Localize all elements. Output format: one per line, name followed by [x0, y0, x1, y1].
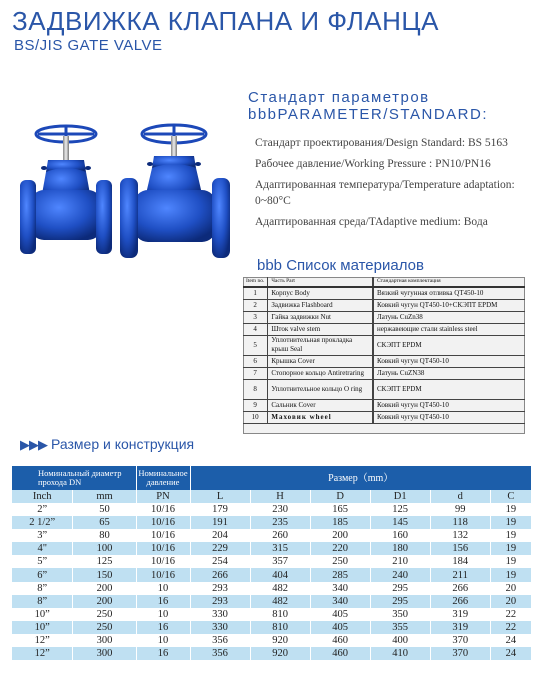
- dimensions-cell: 355: [370, 621, 430, 634]
- materials-heading: bbb Список материалов: [257, 257, 424, 274]
- materials-cell: 6: [243, 355, 268, 367]
- materials-cell: 4: [243, 323, 268, 335]
- dimensions-row: [12, 503, 532, 516]
- dimensions-heading: [20, 436, 194, 453]
- dimensions-col-h: H: [250, 490, 310, 503]
- dimensions-cell: 22: [490, 621, 531, 634]
- dimensions-cell: 20: [490, 595, 531, 608]
- parameters-heading-ru: Стандарт параметров: [248, 89, 430, 106]
- dimensions-cell: 204: [190, 529, 250, 542]
- dimensions-cell: 12”: [12, 634, 73, 647]
- materials-cell: Ковкий чугун QT450-10: [373, 355, 525, 367]
- dimensions-cell: 125: [73, 555, 136, 568]
- materials-row: [243, 355, 525, 367]
- dimensions-cell: 10/16: [136, 568, 190, 581]
- dimensions-cell: 250: [73, 608, 136, 621]
- dimensions-col-d1: D1: [370, 490, 430, 503]
- dimensions-cell: 10: [136, 634, 190, 647]
- dimensions-cell: 8”: [12, 595, 73, 608]
- dimensions-table: [12, 466, 532, 660]
- dimensions-cell: 19: [490, 529, 531, 542]
- dimensions-cell: 356: [190, 647, 250, 660]
- page-subtitle: BS/JIS GATE VALVE: [14, 37, 163, 54]
- dimensions-row: [12, 542, 532, 555]
- materials-header-item: Item no.: [243, 277, 268, 287]
- param-medium: Адаптированная среда/TAdaptive medium: Вода: [255, 216, 488, 228]
- materials-row: [243, 379, 525, 399]
- dimensions-cell: 185: [310, 516, 370, 529]
- materials-cell: Корпус Body: [268, 287, 373, 299]
- dimensions-cell: 10/16: [136, 542, 190, 555]
- materials-cell: Крышка Cover: [268, 355, 373, 367]
- dimensions-cell: 810: [250, 608, 310, 621]
- dimensions-col-d: D: [310, 490, 370, 503]
- materials-row: [243, 411, 525, 423]
- dimensions-row: [12, 568, 532, 581]
- dimensions-cell: 10: [136, 608, 190, 621]
- dimensions-cell: 3”: [12, 529, 73, 542]
- dimensions-cell: 8”: [12, 582, 73, 595]
- dimensions-cell: 2”: [12, 503, 73, 516]
- dimensions-cell: 65: [73, 516, 136, 529]
- dimensions-cell: 370: [430, 634, 490, 647]
- dimensions-cell: 180: [370, 542, 430, 555]
- gate-valve-left: [20, 126, 112, 254]
- page-title: ЗАДВИЖКА КЛАПАНА И ФЛАНЦА: [12, 6, 439, 36]
- dimensions-cell: 410: [370, 647, 430, 660]
- parameters-heading-en: bbbPARAMETER/STANDARD:: [248, 106, 488, 123]
- materials-table: [243, 277, 525, 424]
- materials-cell: Уплотнительная прокладка крыш Seal: [268, 335, 373, 355]
- dimensions-cell: 10/16: [136, 529, 190, 542]
- dimensions-cell: 405: [310, 608, 370, 621]
- dimensions-cell: 22: [490, 608, 531, 621]
- param-working-pressure: Рабочее давление/Working Pressure : PN10/PN16: [255, 158, 491, 170]
- dimensions-cell: 220: [310, 542, 370, 555]
- dimensions-cell: 340: [310, 582, 370, 595]
- dimensions-header-row-sub: [12, 490, 532, 503]
- dimensions-header-pn: Номинальное давление: [136, 466, 190, 490]
- dimensions-row: [12, 608, 532, 621]
- dimensions-cell: 319: [430, 621, 490, 634]
- dimensions-cell: 400: [370, 634, 430, 647]
- materials-cell: нержавеющие стали stainless steel: [373, 323, 525, 335]
- materials-cell: Вязкий чугунная отливка QT450-10: [373, 287, 525, 299]
- dimensions-cell: 460: [310, 647, 370, 660]
- dimensions-cell: 370: [430, 647, 490, 660]
- materials-cell: Ковкий чугун QT450-10: [373, 399, 525, 411]
- materials-header-row: [243, 277, 525, 287]
- dimensions-cell: 295: [370, 595, 430, 608]
- dimensions-cell: 10/16: [136, 503, 190, 516]
- dimensions-cell: 350: [370, 608, 430, 621]
- materials-cell: Маховик wheel: [268, 411, 373, 423]
- dimensions-cell: 266: [190, 568, 250, 581]
- dimensions-cell: 100: [73, 542, 136, 555]
- materials-cell: 10: [243, 411, 268, 423]
- dimensions-col-pn: PN: [136, 490, 190, 503]
- dimensions-cell: 125: [370, 503, 430, 516]
- dimensions-cell: 156: [430, 542, 490, 555]
- dimensions-col-mm: mm: [73, 490, 136, 503]
- dimensions-heading-text: Размер и конструкция: [51, 436, 195, 452]
- dimensions-col-inch: Inch: [12, 490, 73, 503]
- dimensions-header-dn: Номинальный диаметр прохода DN: [12, 466, 136, 490]
- materials-header-standard: Стандартная комплектация: [373, 277, 525, 287]
- dimensions-cell: 179: [190, 503, 250, 516]
- materials-row: [243, 399, 525, 411]
- dimensions-cell: 2 1/2”: [12, 516, 73, 529]
- dimensions-row: [12, 634, 532, 647]
- materials-row: [243, 335, 525, 355]
- materials-cell: Уплотнительное кольцо O ring: [268, 379, 373, 399]
- param-design-standard: Стандарт проектирования/Design Standard: BS 5163: [255, 137, 508, 149]
- dimensions-cell: 482: [250, 595, 310, 608]
- param-temperature: Адаптированная температура/Temperature adaptation: 0~80°C: [255, 179, 515, 207]
- materials-row: [243, 287, 525, 299]
- dimensions-cell: 254: [190, 555, 250, 568]
- dimensions-header-size: Размер（mm）: [190, 466, 532, 490]
- materials-cell: СКЭПТ EPDM: [373, 335, 525, 355]
- dimensions-cell: 19: [490, 542, 531, 555]
- dimensions-cell: 16: [136, 621, 190, 634]
- materials-cell: Ковкий чугун QT450-10+СКЭПТ EPDM: [373, 299, 525, 311]
- dimensions-col-c: C: [490, 490, 531, 503]
- materials-cell: 8: [243, 379, 268, 399]
- dimensions-cell: 16: [136, 595, 190, 608]
- dimensions-col-l: L: [190, 490, 250, 503]
- dimensions-cell: 250: [73, 621, 136, 634]
- dimensions-cell: 293: [190, 582, 250, 595]
- dimensions-cell: 184: [430, 555, 490, 568]
- dimensions-cell: 10/16: [136, 555, 190, 568]
- dimensions-cell: 191: [190, 516, 250, 529]
- dimensions-cell: 10”: [12, 608, 73, 621]
- dimensions-cell: 266: [430, 595, 490, 608]
- dimensions-cell: 12”: [12, 647, 73, 660]
- triple-arrow-icon: ▶▶▶: [20, 437, 47, 452]
- materials-cell: СКЭПТ EPDM: [373, 379, 525, 399]
- dimensions-cell: 266: [430, 582, 490, 595]
- dimensions-cell: 260: [250, 529, 310, 542]
- dimensions-cell: 357: [250, 555, 310, 568]
- dimensions-cell: 19: [490, 516, 531, 529]
- dimensions-cell: 356: [190, 634, 250, 647]
- dimensions-cell: 5”: [12, 555, 73, 568]
- dimensions-cell: 920: [250, 647, 310, 660]
- materials-row: [243, 367, 525, 379]
- dimensions-cell: 250: [310, 555, 370, 568]
- dimensions-cell: 340: [310, 595, 370, 608]
- gate-valve-product-image: [14, 112, 238, 274]
- dimensions-cell: 16: [136, 647, 190, 660]
- dimensions-table-body: [12, 503, 532, 660]
- dimensions-header-row-top: [12, 466, 532, 490]
- dimensions-cell: 200: [73, 582, 136, 595]
- dimensions-cell: 24: [490, 634, 531, 647]
- dimensions-cell: 19: [490, 568, 531, 581]
- dimensions-cell: 4": [12, 542, 73, 555]
- dimensions-cell: 118: [430, 516, 490, 529]
- dimensions-cell: 210: [370, 555, 430, 568]
- dimensions-row: [12, 529, 532, 542]
- dimensions-cell: 6”: [12, 568, 73, 581]
- gate-valve-right: [120, 125, 230, 258]
- dimensions-cell: 160: [370, 529, 430, 542]
- dimensions-cell: 300: [73, 634, 136, 647]
- materials-cell: 1: [243, 287, 268, 299]
- dimensions-cell: 230: [250, 503, 310, 516]
- dimensions-cell: 810: [250, 621, 310, 634]
- dimensions-cell: 200: [310, 529, 370, 542]
- dimensions-col-d-small: d: [430, 490, 490, 503]
- dimensions-row: [12, 555, 532, 568]
- dimensions-cell: 19: [490, 555, 531, 568]
- dimensions-cell: 293: [190, 595, 250, 608]
- dimensions-row: [12, 621, 532, 634]
- dimensions-cell: 482: [250, 582, 310, 595]
- materials-cell: 5: [243, 335, 268, 355]
- dimensions-cell: 145: [370, 516, 430, 529]
- materials-cell: Шток valve stem: [268, 323, 373, 335]
- dimensions-cell: 132: [430, 529, 490, 542]
- dimensions-cell: 150: [73, 568, 136, 581]
- materials-row: [243, 323, 525, 335]
- dimensions-cell: 80: [73, 529, 136, 542]
- dimensions-cell: 10/16: [136, 516, 190, 529]
- materials-cell: 3: [243, 311, 268, 323]
- materials-row: [243, 299, 525, 311]
- materials-cell: Ковкий чугун QT450-10: [373, 411, 525, 423]
- dimensions-cell: 405: [310, 621, 370, 634]
- dimensions-row: [12, 582, 532, 595]
- dimensions-cell: 211: [430, 568, 490, 581]
- materials-cell: Гайка задвижки Nut: [268, 311, 373, 323]
- dimensions-cell: 460: [310, 634, 370, 647]
- dimensions-cell: 24: [490, 647, 531, 660]
- materials-cell: 2: [243, 299, 268, 311]
- materials-cell: 7: [243, 367, 268, 379]
- dimensions-cell: 10”: [12, 621, 73, 634]
- dimensions-cell: 920: [250, 634, 310, 647]
- dimensions-cell: 229: [190, 542, 250, 555]
- materials-cell: Задвижка Flashboard: [268, 299, 373, 311]
- dimensions-cell: 200: [73, 595, 136, 608]
- materials-cell: Латунь CuZn38: [373, 311, 525, 323]
- dimensions-cell: 165: [310, 503, 370, 516]
- dimensions-cell: 319: [430, 608, 490, 621]
- dimensions-cell: 240: [370, 568, 430, 581]
- materials-header-part: Часть Part: [268, 277, 373, 287]
- dimensions-cell: 295: [370, 582, 430, 595]
- dimensions-cell: 315: [250, 542, 310, 555]
- dimensions-cell: 99: [430, 503, 490, 516]
- dimensions-row: [12, 595, 532, 608]
- dimensions-row: [12, 516, 532, 529]
- materials-cell: 9: [243, 399, 268, 411]
- dimensions-cell: 330: [190, 621, 250, 634]
- materials-row: [243, 311, 525, 323]
- dimensions-cell: 330: [190, 608, 250, 621]
- dimensions-cell: 50: [73, 503, 136, 516]
- parameters-list: [255, 135, 535, 235]
- dimensions-row: [12, 647, 532, 660]
- dimensions-cell: 19: [490, 503, 531, 516]
- dimensions-cell: 300: [73, 647, 136, 660]
- dimensions-cell: 235: [250, 516, 310, 529]
- parameters-heading: [248, 89, 488, 123]
- materials-cell: Стопорное кольцо Antiretraring: [268, 367, 373, 379]
- dimensions-cell: 285: [310, 568, 370, 581]
- materials-cell: Латунь CuZN38: [373, 367, 525, 379]
- dimensions-cell: 20: [490, 582, 531, 595]
- dimensions-cell: 10: [136, 582, 190, 595]
- materials-cell: Сальник Cover: [268, 399, 373, 411]
- dimensions-cell: 404: [250, 568, 310, 581]
